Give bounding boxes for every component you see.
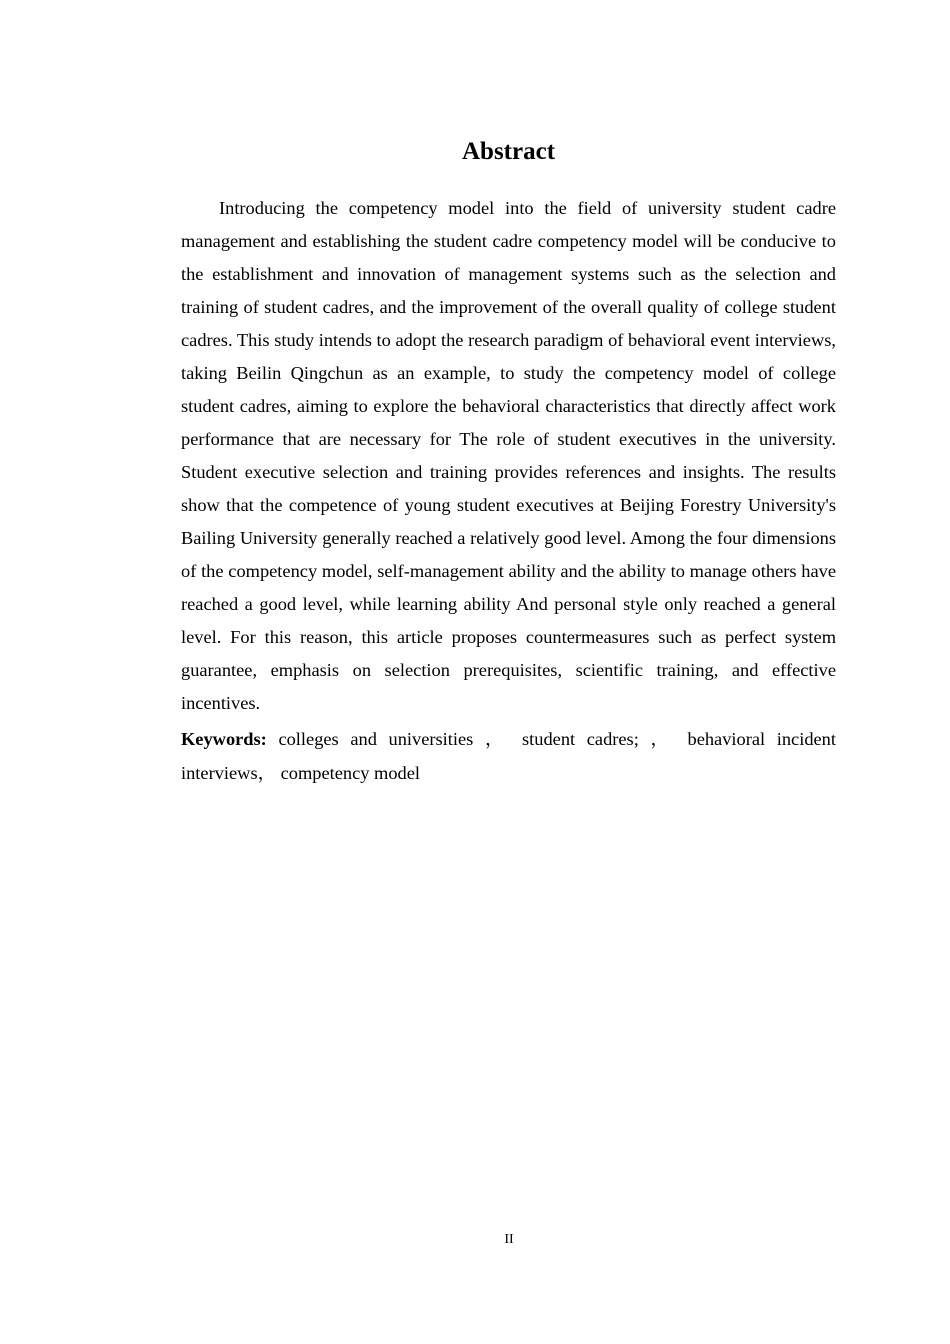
keywords-text: colleges and universities ， student cadres; ， behavioral incident interviews， competency model [181,729,836,783]
keywords-label: Keywords: [181,729,267,749]
page-number: II [504,1232,514,1247]
abstract-body-paragraph: Introducing the competency model into the field of university student cadre management and establishing the student cadre competency model will be conducive to the establishment and innovation of management systems such as the selection and training of student cadres, and the improvement of the overall quality of college student cadres. This study intends to adopt the research paradigm of behavioral event interviews, taking Beilin Qingchun as an example, to study the competency model of college student cadres, aiming to explore the behavioral characteristics that directly affect work performance that are necessary for The role of student executives in the university. Student executive selection and training provides references and insights. The results show that the competence of young student executives at Beijing Forestry University's Bailing University generally reached a relatively good level. Among the four dimensions of the competency model, self-management ability and the ability to manage others have reached a good level, while learning ability And personal style only reached a general level. For this reason, this article proposes countermeasures such as perfect system guarantee, emphasis on selection prerequisites, scientific training, and effective incentives. [181,198,836,713]
keywords-line [181,722,836,790]
abstract-title: Abstract [461,138,556,165]
